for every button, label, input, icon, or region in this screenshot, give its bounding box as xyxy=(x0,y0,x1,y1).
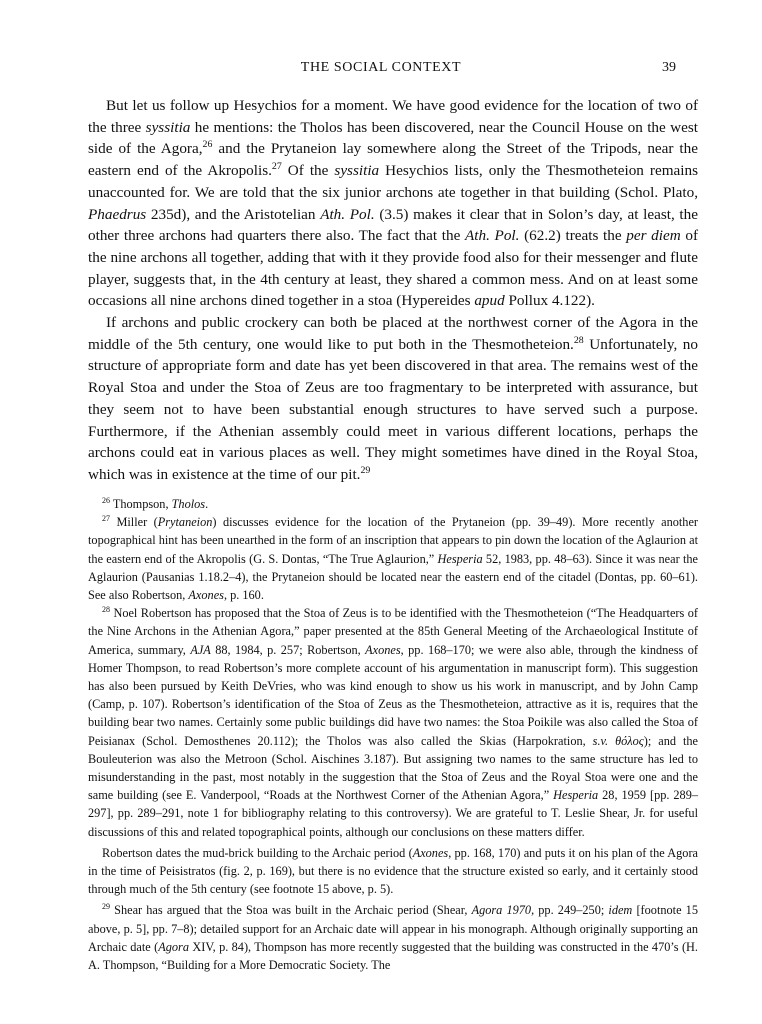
paragraph-1: But let us follow up Hesychios for a moment. We have good evidence for the location of two of the three syssitia he mentions: the Tholos has been discovered, near the Council House on the west side of the Agora,$^{26}$ and the Prytaneion lay somewhere along the Street of the Tripods, near the eastern end of the Akropolis.$^{27}$ Of the syssitia Hesychios lists, only the Thesmotheteion remains unaccounted for. We are told that the six junior archons ate together in that building (Schol. Plato, Phaedrus 235d), and the Aristotelian Ath. Pol. (3.5) makes it clear that in Solon’s day, at least, the other three archons had quarters there also. The fact that the Ath. Pol. (62.2) treats the per diem of the nine archons all together, adding that with it they provide food also for their messenger and flute player, suggests that, in the 4th century at least, they shared a common mess. And on at least some occasions all nine archons dined together in a stoa (Hypereides apud Pollux 4.122). xyxy=(88,97,699,310)
footnote-29: $^{29}$ Shear has argued that the Stoa was built in the Archaic period (Shear, Agora 1970, pp. 249–250; idem [footnote 15 above, p. 5], pp. 7–8); detailed support for an Archaic date will appear in his monograph. Although originally supporting an Archaic date (Agora XIV, p. 84), Thompson has more recently suggested that the building was constructed in the 470’s (H. A. Thompson, “Building for a More Democratic Society. The xyxy=(88,902,698,973)
footnote-ref-29: 29 xyxy=(360,465,371,477)
footnote-ref-26: 26 xyxy=(202,139,213,151)
paragraph-2: If archons and public crockery can both be placed at the northwest corner of the Agora in the middle of the 5th century, one would like to put both in the Thesmotheteion.$^{28}$ Unfortunately, no structure of appropriate form and date has yet been discovered in that area. The remains west of the Royal Stoa and under the Stoa of Zeus are too fragmentary to be interpreted with assurance, but they seem not to have been substantial enough structures to have served such a purpose. Furthermore, if the Athenian assembly could meet in various different locations, perhaps the archons could eat in various places as well. They might sometimes have dined in the Royal Stoa, which was in existence at the time of our pit.$^{29}$ xyxy=(88,314,698,483)
page-header xyxy=(0,60,762,80)
main-text xyxy=(88,95,698,486)
footnote-ref-28: 28 xyxy=(573,334,584,346)
footnote-27: $^{27}$ Miller (Prytaneion) discusses evidence for the location of the Prytaneion (pp. 39–49). More recently another topographical hint has been unearthed in the form of an inscription that appears to pin down the location of the Aglaurion at the eastern end of the Akropolis (G. S. Dontas, “The True Aglaurion,” Hesperia 52, 1983, pp. 48–63). Since it was near the Aglaurion (Pausanias 1.18.2–4), the Prytaneion should be located near the eastern end of the citadel (Dontas, pp. 60–61). See also Robertson, Axones, p. 160. xyxy=(88,514,699,603)
footnotes xyxy=(88,495,698,974)
footnote-28-continued: Robertson dates the mud-brick building to the Archaic period (Axones, pp. 168, 170) and puts it on his plan of the Agora in the time of Peisistratos (fig. 2, p. 169), but there is no evidence that the structure existed so early, and it certainly stood through much of the 5th century (see footnote 15 above, p. 5). xyxy=(88,845,698,897)
running-head: THE SOCIAL CONTEXT xyxy=(300,60,462,75)
footnote-ref-27: 27 xyxy=(271,161,282,173)
footnote-26: $^{26}$ Thompson, Tholos. xyxy=(102,496,209,511)
footnote-28: $^{28}$ Noel Robertson has proposed that the Stoa of Zeus is to be identified with the Thesmotheteion (“The Headquarters of the Nine Archons in the Athenian Agora,” paper presented at the 85th General Meeting of the Archaeological Institute of America, summary, AJA 88, 1984, p. 257; Robertson, Axones, pp. 168–170; we were also able, through the kindness of Homer Thompson, to read Robertson’s more complete account of his argumentation in manuscript form). This suggestion has also been pursued by Keith DeVries, who was kind enough to show us his work in manuscript, and by John Camp (Camp, p. 107). Robertson’s identification of the Stoa of Zeus as the Thesmotheteion, attractive as it is, requires that the building bear two names. Certainly some public buildings did have two names: the Stoa Poikile was also called the Stoa of Peisianax (Schol. Demosthenes 20.112); the Tholos was also called the Skias (Harpokration, s.v. θόλος); and the Bouleuterion was also the Metroon (Schol. Aischines 3.187). But assigning two names to the same structure has led to misunderstanding in the past, most notably in the suggestion that the Stoa of Zeus and the Royal Stoa were one and the same building (see E. Vanderpool, “Roads at the Northwest Corner of the Athenian Agora,” Hesperia 28, 1959 [pp. 289–297], pp. 289–291, note 1 for bibliography relating to this controversy). We are grateful to T. Leslie Shear, Jr. for useful discussions of this and related topographical points, although our conclusions on these matters differ. xyxy=(88,605,699,839)
page-number: 39 xyxy=(662,60,676,75)
